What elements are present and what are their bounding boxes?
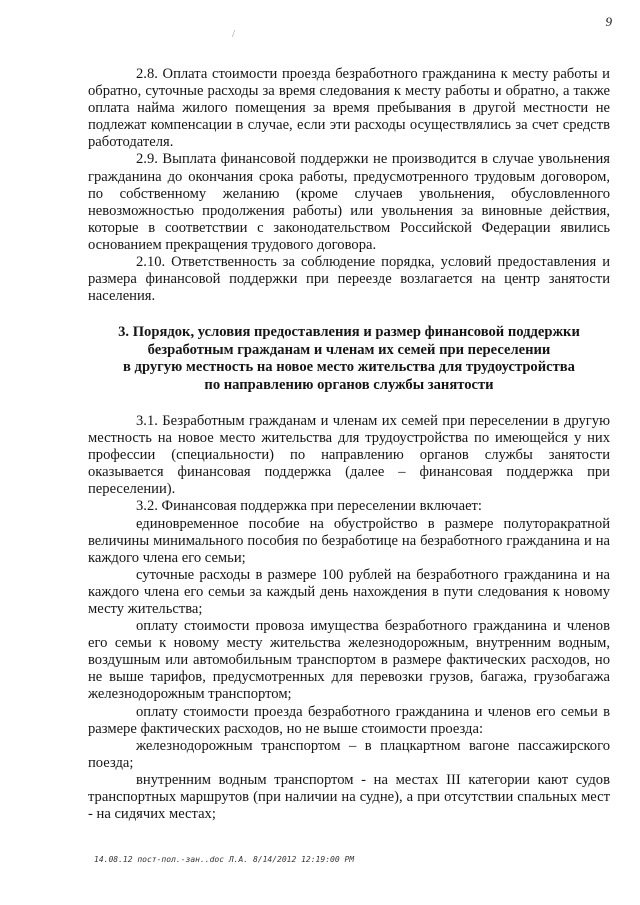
- document-body: [88, 66, 610, 823]
- list-item: оплату стоимости проезда безработного гражданина и членов его семьи в размере фактических расходов, но не выше стоимости проезда:: [88, 703, 610, 737]
- paragraph-2-9: 2.9. Выплата финансовой поддержки не производится в случае увольнения гражданина до окончания срока работы, предусмотренного трудовым договором, по собственному желанию (кроме случаев увольнения, обусловленного невозможностью продолжения работы) или увольнения за виновные действия, которые в соответствии с законодательством Российской Федерации явились основанием прекращения трудового договора.: [88, 151, 610, 253]
- list-item: оплату стоимости провоза имущества безработного гражданина и членов его семьи к новому месту жительства железнодорожным, внутренним водным, воздушным или автомобильным транспортом в размере фактических расходов, но не выше тарифов, предусмотренных для перевозки грузов, багажа, грузобагажа железнодорожным транспортом;: [88, 618, 610, 703]
- page-number: 9: [605, 14, 612, 29]
- paragraph-3-1: 3.1. Безработным гражданам и членам их семей при переселении в другую местность на новое место жительства для трудоустройства по имеющейся у них профессии (специальности) по направлению органов службы занятости оказывается финансовая поддержка (далее – финансовая поддержка при переселении).: [88, 412, 610, 498]
- heading-line: по направлению органов службы занятости: [204, 376, 494, 393]
- list-item: железнодорожным транспортом – в плацкартном вагоне пассажирского поезда;: [88, 737, 610, 771]
- list-item: суточные расходы в размере 100 рублей на безработного гражданина и на каждого члена его семьи за каждый день нахождения в пути следования к новому месту жительства;: [88, 566, 610, 617]
- paragraph-3-2: 3.2. Финансовая поддержка при переселении включает:: [136, 498, 482, 515]
- paragraph-2-10: 2.10. Ответственность за соблюдение порядка, условий предоставления и размера финансовой поддержки при переезде возлагается на центр занятости населения.: [88, 254, 610, 305]
- paragraph-2-8: 2.8. Оплата стоимости проезда безработного гражданина к месту работы и обратно, суточные расходы за время следования к месту работы и обратно, а также оплата найма жилого помещения за время пребывания в другой местности не подлежат компенсации в случае, если эти расходы осуществлялись за счет средств работодателя.: [88, 66, 610, 151]
- stray-mark: /: [232, 28, 236, 40]
- list-item: внутренним водным транспортом - на местах III категории кают судов транспортных маршрутов (при наличии на судне), а при отсутствии спальных мест - на сидячих местах;: [88, 771, 610, 823]
- heading-line: 3. Порядок, условия предоставления и размер финансовой поддержки: [118, 324, 580, 341]
- document-footer: 14.08.12 пост-пол.-зан..doc Л.А. 8/14/2012 12:19:00 PM: [94, 855, 355, 864]
- heading-line: безработным гражданам и членам их семей при переселении: [147, 341, 551, 358]
- section-3-heading: [88, 324, 610, 394]
- heading-line: в другую местность на новое место жительства для трудоустройства: [123, 359, 575, 376]
- list-item: единовременное пособие на обустройство в размере полуторакратной величины минимального пособия по безработице на безработного гражданина и на каждого члена его семьи;: [88, 515, 610, 566]
